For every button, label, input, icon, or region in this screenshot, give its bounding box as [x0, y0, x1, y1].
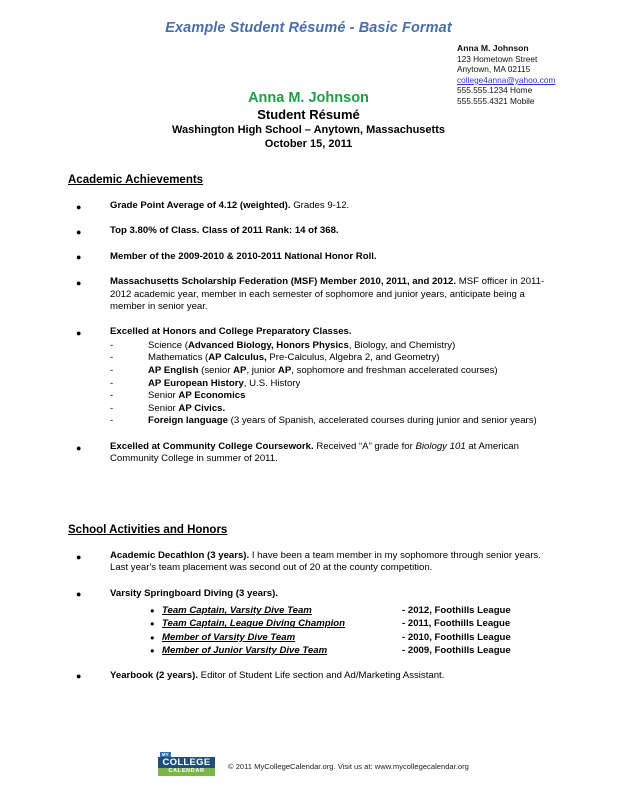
course-item: [110, 378, 558, 391]
school-line: Washington High School – Anytown, Massachusetts: [172, 124, 445, 136]
contact-phone-home: 555.555.1234 Home: [457, 85, 533, 96]
bullet-dot-icon: ●: [76, 201, 82, 212]
course-item: [110, 390, 558, 403]
course-item: [110, 340, 558, 353]
course-item: [110, 352, 558, 365]
course-item: [110, 415, 558, 428]
award-title: Member of Junior Varsity Dive Team: [162, 644, 328, 656]
resume-header: [0, 90, 617, 151]
bullet-dot-icon: ●: [76, 277, 82, 288]
bullet-item: [68, 441, 558, 466]
logo-calendar-text: CALENDAR: [158, 768, 215, 776]
award-row: [150, 644, 558, 657]
dash-bullet-icon: -: [110, 377, 114, 389]
bullet-dot-icon: ●: [76, 252, 82, 263]
award-year-league: - 2011, Foothills League: [402, 618, 511, 630]
bullet-dot-icon: ●: [76, 327, 82, 338]
award-year-league: - 2010, Foothills League: [402, 631, 511, 643]
bullet-text: Top 3.80% of Class. Class of 2011 Rank: 14 of 368.: [110, 225, 339, 237]
bullet-item: [68, 276, 558, 313]
award-year-league: - 2009, Foothills League: [402, 644, 511, 656]
award-row: [150, 631, 558, 644]
course-text: AP English (senior AP, junior AP, sophomore and freshman accelerated courses): [148, 365, 498, 377]
course-text: Foreign language (3 years of Spanish, accelerated courses during junior and senior years): [148, 415, 537, 427]
bullet-dot-icon: ●: [150, 632, 155, 642]
contact-street: 123 Hometown Street: [457, 53, 538, 64]
bullet-text: Academic Decathlon (3 years). I have been a team member in my sophomore through senior years. Last year's team placement was second out of 20 at the county competition.: [110, 550, 541, 574]
copyright-text: © 2011 MyCollegeCalendar.org. Visit us at: www.mycollegecalendar.org: [228, 762, 469, 771]
course-text: AP European History, U.S. History: [148, 377, 301, 389]
academic-achievements-list: [68, 200, 558, 466]
section-heading-academic-achievements: Academic Achievements: [68, 174, 204, 186]
bullet-item: [68, 251, 558, 263]
course-item: [110, 403, 558, 416]
dash-bullet-icon: -: [110, 402, 114, 414]
award-row: [150, 617, 558, 630]
bullet-item: [68, 670, 558, 682]
bullet-text: Grade Point Average of 4.12 (weighted). Grades 9-12.: [110, 200, 350, 211]
award-row: [150, 604, 558, 617]
applicant-name: Anna M. Johnson: [248, 90, 369, 106]
diving-award-list: [110, 604, 558, 657]
bullet-dot-icon: ●: [76, 589, 82, 600]
course-item: [110, 365, 558, 378]
bullet-dot-icon: ●: [76, 226, 82, 237]
bullet-text: Excelled at Honors and College Preparatory Classes.: [110, 326, 352, 338]
course-text: Science (Advanced Biology, Honors Physics, Biology, and Chemistry): [148, 339, 456, 351]
bullet-dot-icon: ●: [76, 442, 82, 453]
page-title: Example Student Résumé - Basic Format: [165, 20, 452, 36]
bullet-text: Yearbook (2 years). Editor of Student Life section and Ad/Marketing Assistant.: [110, 669, 445, 681]
award-year-league: - 2012, Foothills League: [402, 605, 511, 617]
bullet-dot-icon: ●: [76, 671, 82, 682]
bullet-text: Massachusetts Scholarship Federation (MSF) Member 2010, 2011, and 2012. MSF officer in 2011-2012 academic year, member in each semester of sophomore and junior years, anticipate being a member in senior year.: [110, 276, 545, 313]
page-footer: [0, 752, 617, 782]
award-title: Team Captain, League Diving Champion: [162, 618, 346, 630]
resume-date: October 15, 2011: [264, 138, 353, 150]
bullet-item: [68, 588, 558, 657]
award-title: Team Captain, Varsity Dive Team: [162, 605, 312, 617]
dash-bullet-icon: -: [110, 352, 114, 364]
mycollegecalendar-logo: [158, 752, 216, 778]
contact-name: Anna M. Johnson: [457, 43, 529, 53]
resume-subtitle: Student Résumé: [257, 107, 360, 122]
bullet-item: [68, 225, 558, 237]
bullet-item: [68, 550, 558, 575]
bullet-dot-icon: ●: [150, 645, 155, 655]
contact-email-link[interactable]: college4anna@yahoo.com: [457, 74, 556, 85]
bullet-text: Member of the 2009-2010 & 2010-2011 National Honor Roll.: [110, 250, 377, 262]
dash-bullet-icon: -: [110, 339, 114, 351]
contact-phone-mobile: 555.555.4321 Mobile: [457, 95, 535, 106]
bullet-text: Excelled at Community College Coursework. Received “A” grade for Biology 101 at American Community College in summer of 2011.: [110, 441, 519, 465]
course-text: Senior AP Civics.: [148, 402, 226, 414]
contact-city-state-zip: Anytown, MA 02115: [457, 64, 531, 75]
course-text: Senior AP Economics: [148, 390, 246, 402]
dash-bullet-icon: -: [110, 365, 114, 377]
bullet-dot-icon: ●: [150, 619, 155, 629]
logo-my-text: MY: [162, 752, 169, 757]
award-title: Member of Varsity Dive Team: [162, 631, 296, 643]
section-heading-school-activities: School Activities and Honors: [68, 524, 228, 536]
dash-bullet-icon: -: [110, 415, 114, 427]
bullet-item: [68, 326, 558, 428]
course-text: Mathematics (AP Calculus, Pre-Calculus, Algebra 2, and Geometry): [148, 352, 440, 364]
bullet-dot-icon: ●: [76, 551, 82, 562]
logo-college-text: COLLEGE: [158, 757, 215, 769]
bullet-text: Varsity Springboard Diving (3 years).: [110, 587, 278, 599]
bullet-dot-icon: ●: [150, 606, 155, 616]
school-activities-list: [68, 550, 558, 682]
course-sublist: [110, 340, 558, 428]
dash-bullet-icon: -: [110, 390, 114, 402]
bullet-item: [68, 200, 558, 212]
